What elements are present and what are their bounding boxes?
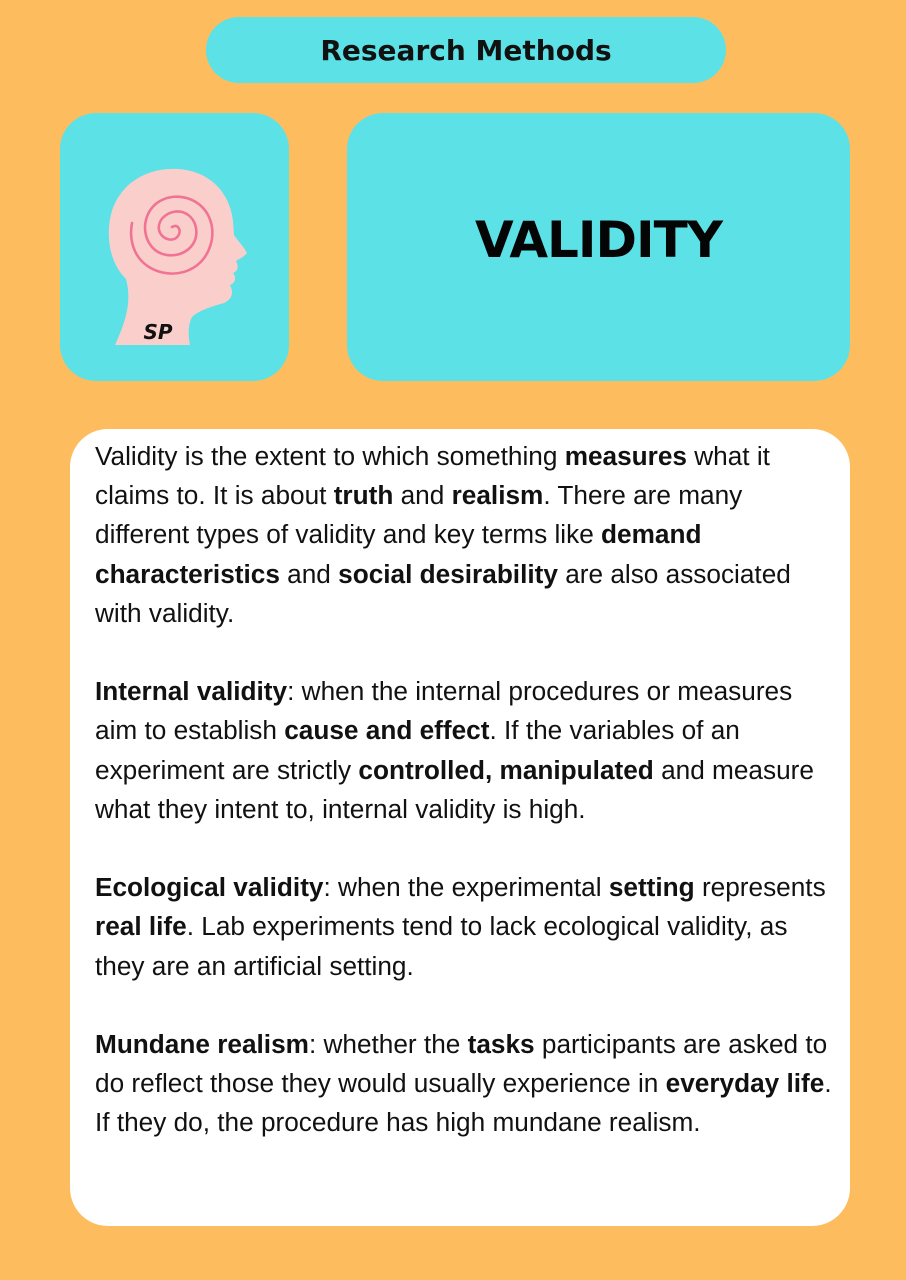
bold-term: everyday life <box>665 1068 825 1099</box>
bold-term: realism <box>451 480 544 511</box>
paragraph <box>95 437 835 633</box>
text-segment: : when the experimental <box>323 872 609 903</box>
head-spiral-icon <box>60 113 289 381</box>
text-segment: participants are asked to do reflect those they would usually experience in <box>95 1029 828 1099</box>
text-segment: and measure what they intent to, internal validity is high. <box>95 754 814 824</box>
header-pill <box>206 17 726 83</box>
page-title: VALIDITY <box>475 211 722 269</box>
text-segment: Validity is the extent to which something <box>95 441 565 471</box>
logo-panel <box>60 113 289 381</box>
title-panel <box>347 113 850 381</box>
text-segment: : when the internal procedures or measures aim to establish <box>95 676 793 746</box>
text-segment: : whether the <box>308 1029 468 1059</box>
paragraph <box>95 868 835 986</box>
bold-term: tasks <box>467 1029 535 1059</box>
text-segment: and <box>393 480 452 511</box>
logo-initials: SP <box>143 320 173 344</box>
text-segment: . Lab experiments tend to lack ecological validity, as they are an artificial setting. <box>95 911 788 981</box>
bold-term: truth <box>333 480 394 511</box>
text-segment: . There are many different types of validity and key terms like <box>95 480 743 550</box>
bold-term: real life <box>95 911 187 942</box>
content-card <box>70 429 850 1226</box>
text-segment: . If they do, the procedure has high mundane realism. <box>95 1068 832 1138</box>
text-segment: and <box>279 558 339 589</box>
bold-term: social desirability <box>338 558 558 589</box>
content-body <box>95 437 835 1143</box>
bold-term: Mundane realism <box>95 1029 309 1059</box>
bold-term: cause and effect <box>284 715 490 746</box>
bold-term: measures <box>564 441 687 471</box>
header-title: Research Methods <box>320 33 612 67</box>
bold-term: controlled, manipulated <box>358 754 654 785</box>
bold-term: Ecological validity <box>95 872 324 903</box>
text-segment: are also associated with validity. <box>95 558 791 628</box>
text-segment: what it claims to. It is about <box>95 441 770 511</box>
text-segment: . If the variables of an experiment are strictly <box>95 715 740 785</box>
text-segment: represents <box>694 872 826 903</box>
bold-term: demand characteristics <box>95 519 702 589</box>
paragraph <box>95 672 835 829</box>
bold-term: setting <box>608 872 695 903</box>
bold-term: Internal validity <box>95 676 288 707</box>
paragraph <box>95 1025 835 1143</box>
